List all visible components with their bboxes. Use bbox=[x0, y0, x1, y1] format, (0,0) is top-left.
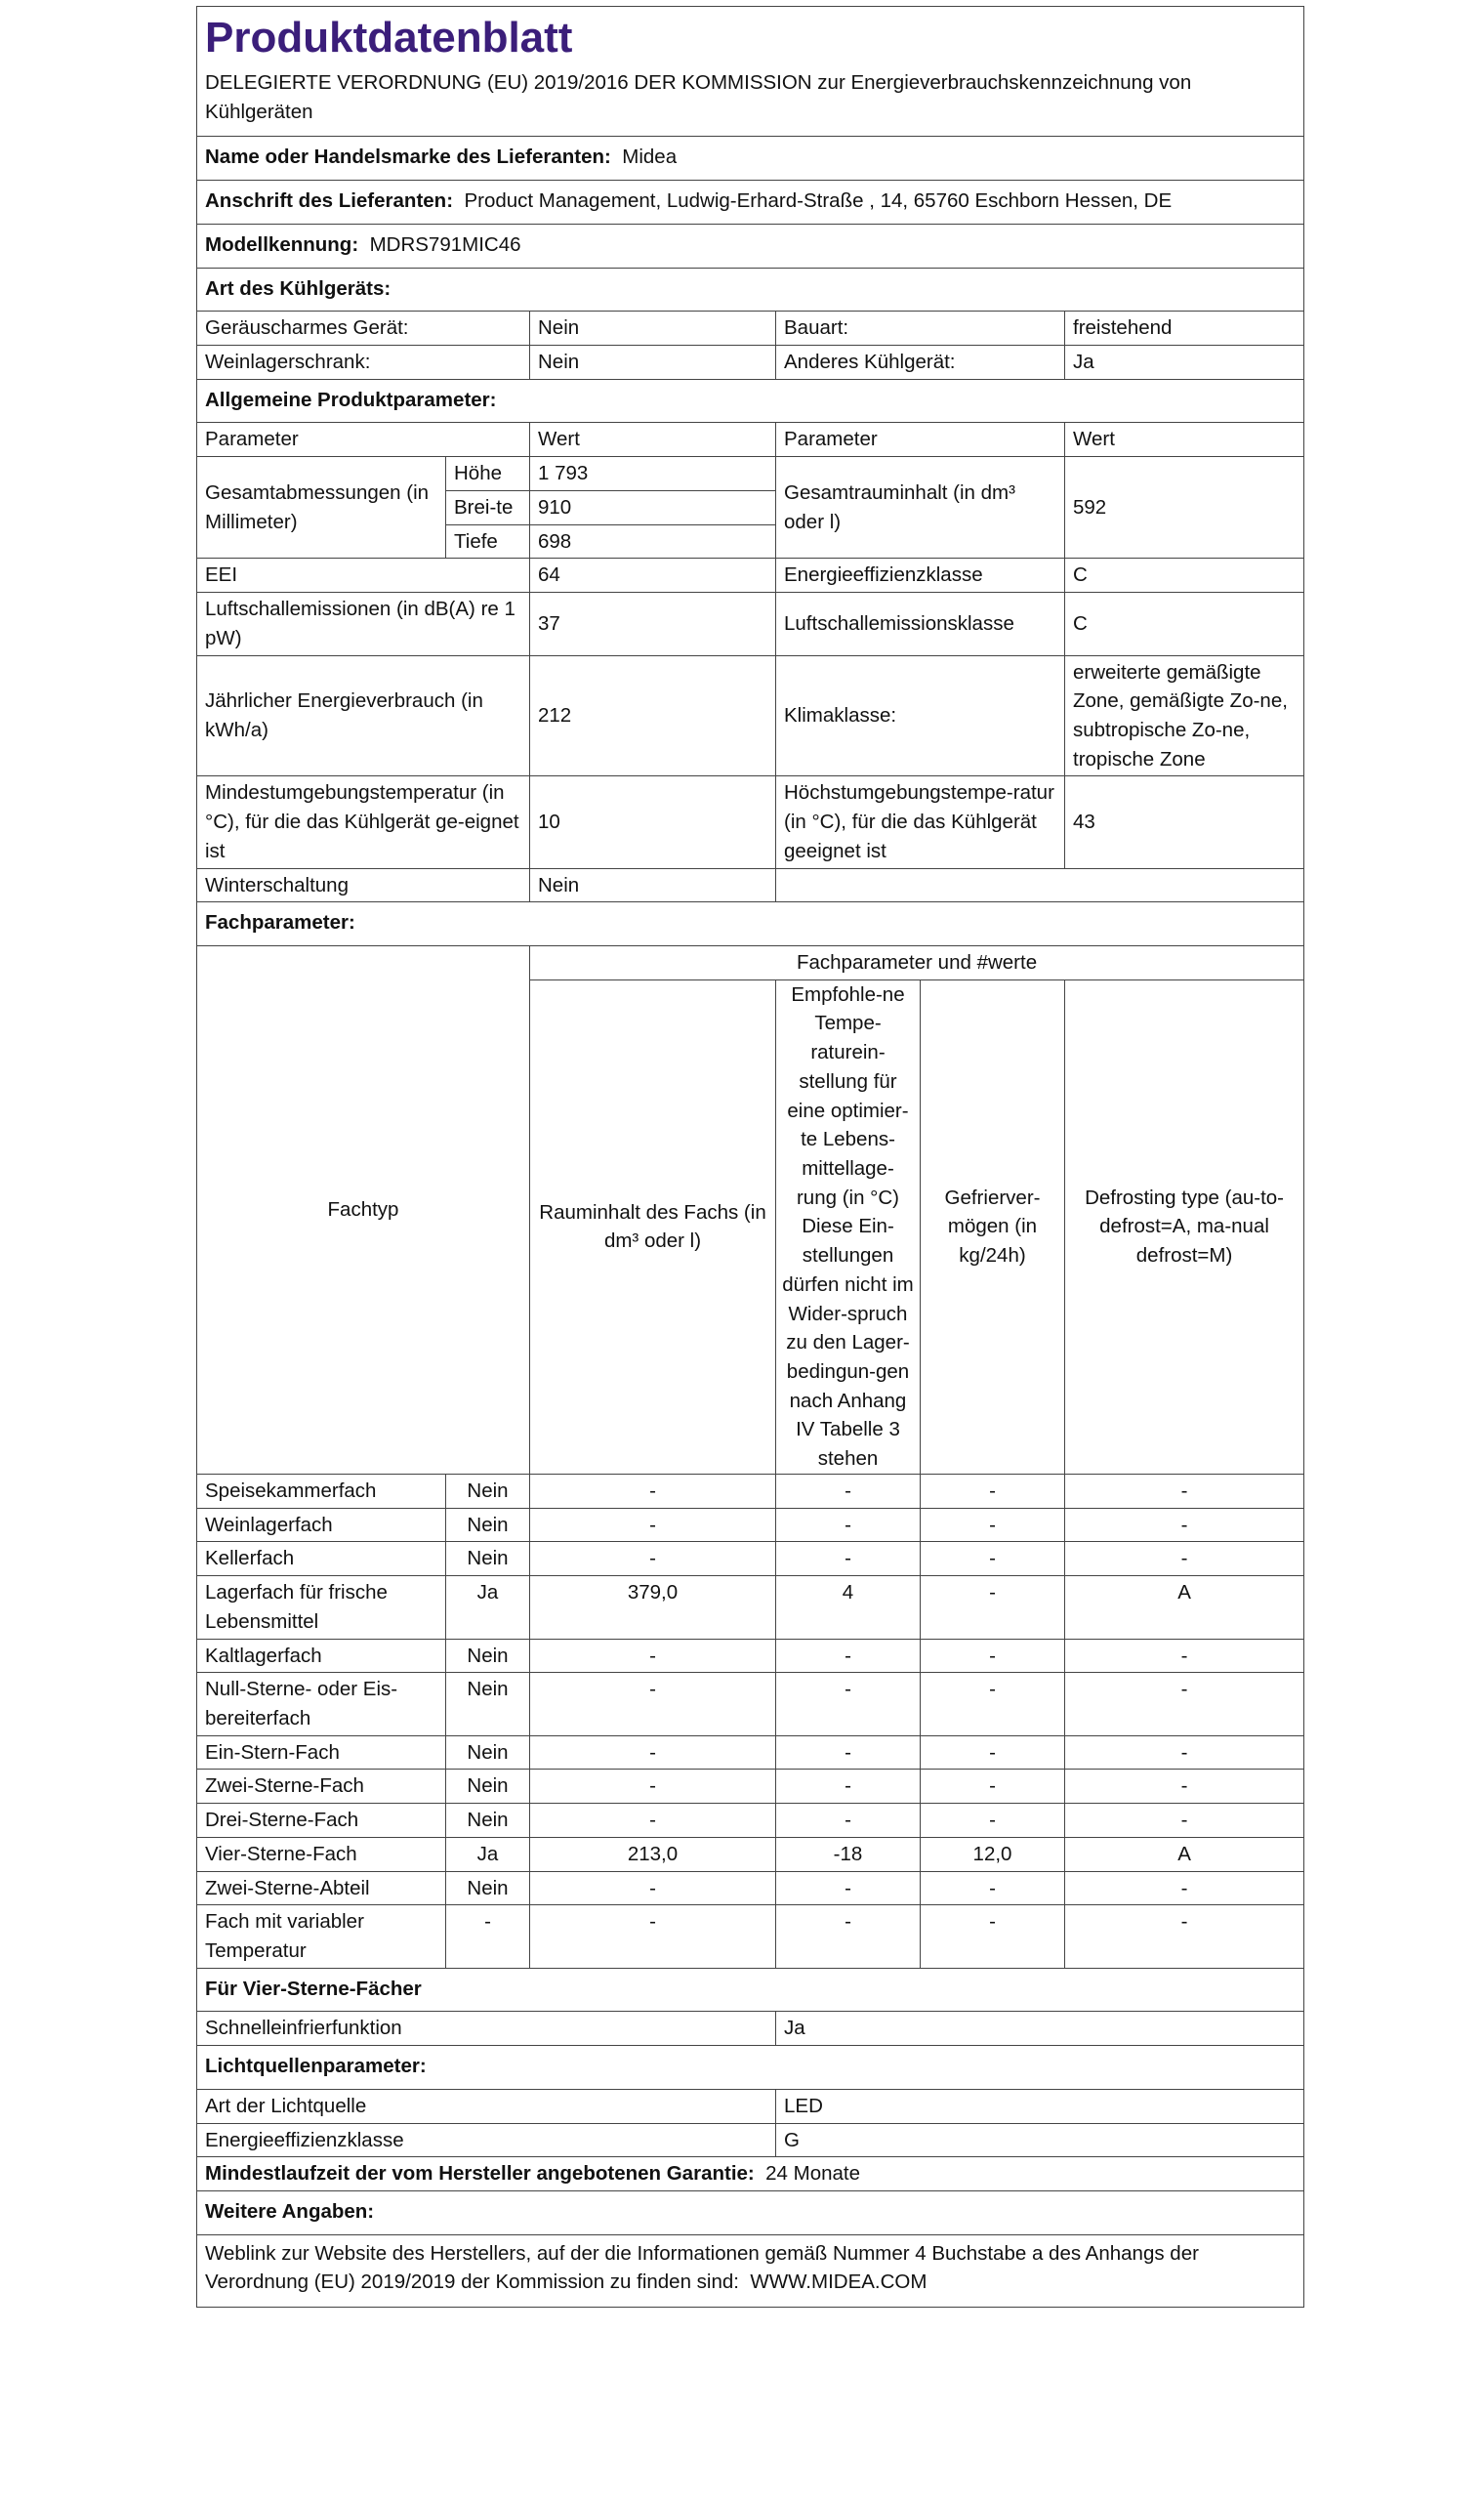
supplier-name-label: Name oder Handelsmarke des Lieferanten: bbox=[205, 146, 611, 169]
appliance-type-row-2 bbox=[197, 346, 1304, 380]
compartment-name: Weinlagerfach bbox=[197, 1508, 446, 1542]
compartment-volume: - bbox=[530, 1804, 776, 1838]
dims-label: Gesamtabmessungen (in Millimeter) bbox=[197, 457, 446, 559]
compartment-defrost: - bbox=[1065, 1804, 1304, 1838]
compartment-present: - bbox=[446, 1905, 530, 1968]
compartment-volume: - bbox=[530, 1871, 776, 1905]
supplier-address-value: Product Management, Ludwig-Erhard-Straße , 14, 65760 Eschborn Hessen, DE bbox=[464, 189, 1173, 213]
general-columns-row bbox=[197, 423, 1304, 457]
col-temp-header: Empfohle-ne Tempe-raturein-stellung für eine optimier-te Lebens-mittellage-rung (in °C) Diese Ein-stellungen dürfen nicht im Wider-spruch zu den Lager-bedingun-gen nach Anhang IV Tabelle 3 stehen bbox=[776, 979, 921, 1474]
noise-row bbox=[197, 593, 1304, 655]
compartment-name: Drei-Sterne-Fach bbox=[197, 1804, 446, 1838]
compartment-defrost: A bbox=[1065, 1576, 1304, 1639]
title-row bbox=[197, 7, 1304, 65]
compartment-row bbox=[197, 1804, 1304, 1838]
other-label: Anderes Kühlgerät: bbox=[776, 346, 1065, 380]
energy-row bbox=[197, 655, 1304, 776]
light-type-row bbox=[197, 2089, 1304, 2123]
width-label: Brei-te bbox=[446, 490, 530, 524]
eclass-label: Energieeffizienzklasse bbox=[776, 559, 1065, 593]
compartment-temp: -18 bbox=[776, 1837, 921, 1871]
further-heading-row bbox=[197, 2191, 1304, 2235]
noise-label: Luftschallemissionen (in dB(A) re 1 pW) bbox=[197, 593, 530, 655]
compartment-defrost: - bbox=[1065, 1770, 1304, 1804]
compartment-name: Kaltlagerfach bbox=[197, 1639, 446, 1673]
compartment-freeze: - bbox=[921, 1770, 1065, 1804]
width-value: 910 bbox=[530, 490, 776, 524]
compartment-temp: - bbox=[776, 1673, 921, 1735]
appliance-type-heading-row bbox=[197, 268, 1304, 312]
light-heading: Lichtquellenparameter: bbox=[197, 2046, 1304, 2090]
compartment-volume: - bbox=[530, 1673, 776, 1735]
compartment-row bbox=[197, 1770, 1304, 1804]
compartment-temp: - bbox=[776, 1474, 921, 1508]
fast-freeze-label: Schnelleinfrierfunktion bbox=[197, 2012, 776, 2046]
light-heading-row bbox=[197, 2046, 1304, 2090]
compartment-temp: - bbox=[776, 1735, 921, 1770]
compartments-heading: Fachparameter: bbox=[197, 902, 1304, 946]
light-type-value: LED bbox=[776, 2089, 1304, 2123]
low-noise-label: Geräuscharmes Gerät: bbox=[197, 312, 530, 346]
compartment-row bbox=[197, 1673, 1304, 1735]
compartment-name: Zwei-Sterne-Abteil bbox=[197, 1871, 446, 1905]
compartment-name: Lagerfach für frische Lebensmittel bbox=[197, 1576, 446, 1639]
further-text: Weblink zur Website des Herstellers, auf der die Informationen gemäß Nummer 4 Buchstabe a des Anhangs der Verordnung (EU) 2019/2019 der Kommission zu finden sind: bbox=[205, 2241, 1199, 2294]
compartment-present: Ja bbox=[446, 1576, 530, 1639]
model-row bbox=[197, 224, 1304, 268]
compartment-temp: - bbox=[776, 1905, 921, 1968]
supplier-address-label: Anschrift des Lieferanten: bbox=[205, 189, 454, 213]
energy-label: Jährlicher Energieverbrauch (in kWh/a) bbox=[197, 655, 530, 776]
compartment-row bbox=[197, 1576, 1304, 1639]
compartment-present: Nein bbox=[446, 1871, 530, 1905]
four-star-heading: Für Vier-Sterne-Fächer bbox=[197, 1968, 1304, 2012]
warranty-value: 24 Monate bbox=[765, 2162, 861, 2186]
compartment-name: Vier-Sterne-Fach bbox=[197, 1837, 446, 1871]
compartment-row bbox=[197, 1508, 1304, 1542]
min-temp-value: 10 bbox=[530, 776, 776, 868]
compartment-freeze: - bbox=[921, 1804, 1065, 1838]
appliance-type-heading: Art des Kühlgeräts: bbox=[197, 268, 1304, 312]
compartment-rows bbox=[197, 1474, 1304, 1968]
compartment-freeze: - bbox=[921, 1576, 1065, 1639]
compartment-temp: - bbox=[776, 1508, 921, 1542]
compartment-volume: 379,0 bbox=[530, 1576, 776, 1639]
compartment-defrost: - bbox=[1065, 1905, 1304, 1968]
compartment-row bbox=[197, 1871, 1304, 1905]
eclass-value: C bbox=[1065, 559, 1304, 593]
group-header: Fachparameter und #werte bbox=[530, 945, 1304, 979]
compartment-freeze: - bbox=[921, 1871, 1065, 1905]
compartment-present: Nein bbox=[446, 1673, 530, 1735]
compartment-freeze: - bbox=[921, 1474, 1065, 1508]
compartment-present: Nein bbox=[446, 1508, 530, 1542]
compartment-row bbox=[197, 1735, 1304, 1770]
light-class-label: Energieeffizienzklasse bbox=[197, 2123, 776, 2157]
compartment-defrost: - bbox=[1065, 1474, 1304, 1508]
compartment-row bbox=[197, 1905, 1304, 1968]
further-text-row bbox=[197, 2234, 1304, 2307]
compartment-defrost: - bbox=[1065, 1871, 1304, 1905]
product-datasheet bbox=[196, 6, 1303, 2308]
compartment-volume: 213,0 bbox=[530, 1837, 776, 1871]
compartment-temp: - bbox=[776, 1639, 921, 1673]
compartment-temp: - bbox=[776, 1804, 921, 1838]
eei-label: EEI bbox=[197, 559, 530, 593]
compartment-present: Nein bbox=[446, 1770, 530, 1804]
design-label: Bauart: bbox=[776, 312, 1065, 346]
compartment-present: Nein bbox=[446, 1474, 530, 1508]
model-value: MDRS791MIC46 bbox=[369, 232, 521, 256]
compartment-name: Zwei-Sterne-Fach bbox=[197, 1770, 446, 1804]
compartment-freeze: - bbox=[921, 1905, 1065, 1968]
compartment-defrost: A bbox=[1065, 1837, 1304, 1871]
compartment-present: Nein bbox=[446, 1639, 530, 1673]
manufacturer-url: WWW.MIDEA.COM bbox=[750, 2271, 928, 2294]
page-title: Produktdatenblatt bbox=[205, 14, 573, 62]
general-heading: Allgemeine Produktparameter: bbox=[197, 379, 1304, 423]
further-heading: Weitere Angaben: bbox=[197, 2191, 1304, 2235]
wine-value: Nein bbox=[530, 346, 776, 380]
temp-row bbox=[197, 776, 1304, 868]
light-class-row bbox=[197, 2123, 1304, 2157]
compartment-temp: - bbox=[776, 1542, 921, 1576]
compartment-present: Nein bbox=[446, 1735, 530, 1770]
compartments-heading-row bbox=[197, 902, 1304, 946]
compartment-row bbox=[197, 1542, 1304, 1576]
compartment-temp: - bbox=[776, 1871, 921, 1905]
compartment-freeze: - bbox=[921, 1639, 1065, 1673]
warranty-label: Mindestlaufzeit der vom Hersteller angebotenen Garantie: bbox=[205, 2162, 755, 2186]
volume-value: 592 bbox=[1065, 457, 1304, 559]
regulation-row bbox=[197, 64, 1304, 137]
compartment-volume: - bbox=[530, 1735, 776, 1770]
col-value-right: Wert bbox=[1065, 423, 1304, 457]
col-param-right: Parameter bbox=[776, 423, 1065, 457]
compartment-freeze: - bbox=[921, 1542, 1065, 1576]
compartment-volume: - bbox=[530, 1508, 776, 1542]
depth-value: 698 bbox=[530, 524, 776, 559]
noise-class-value: C bbox=[1065, 593, 1304, 655]
four-star-heading-row bbox=[197, 1968, 1304, 2012]
max-temp-label: Höchstumgebungstempe-ratur (in °C), für die das Kühlgerät geeignet ist bbox=[776, 776, 1065, 868]
compartment-row bbox=[197, 1639, 1304, 1673]
compartment-row bbox=[197, 1837, 1304, 1871]
compartment-name: Fach mit variabler Temperatur bbox=[197, 1905, 446, 1968]
compartment-volume: - bbox=[530, 1639, 776, 1673]
compartment-name: Kellerfach bbox=[197, 1542, 446, 1576]
compartment-name: Speisekammerfach bbox=[197, 1474, 446, 1508]
supplier-name-value: Midea bbox=[622, 146, 678, 169]
compartment-defrost: - bbox=[1065, 1508, 1304, 1542]
depth-label: Tiefe bbox=[446, 524, 530, 559]
col-defrost-header: Defrosting type (au-to-defrost=A, ma-nual defrost=M) bbox=[1065, 979, 1304, 1474]
general-heading-row bbox=[197, 379, 1304, 423]
supplier-name-row bbox=[197, 137, 1304, 181]
compartment-defrost: - bbox=[1065, 1673, 1304, 1735]
compartment-temp: 4 bbox=[776, 1576, 921, 1639]
compartment-present: Ja bbox=[446, 1837, 530, 1871]
compartment-name: Null-Sterne- oder Eis-bereiterfach bbox=[197, 1673, 446, 1735]
winter-row bbox=[197, 868, 1304, 902]
dims-row-height bbox=[197, 457, 1304, 491]
appliance-type-row-1 bbox=[197, 312, 1304, 346]
winter-label: Winterschaltung bbox=[197, 868, 530, 902]
height-value: 1 793 bbox=[530, 457, 776, 491]
eei-row bbox=[197, 559, 1304, 593]
compartment-freeze: - bbox=[921, 1735, 1065, 1770]
col-value-left: Wert bbox=[530, 423, 776, 457]
low-noise-value: Nein bbox=[530, 312, 776, 346]
compartment-volume: - bbox=[530, 1905, 776, 1968]
col-volume-header: Rauminhalt des Fachs (in dm³ oder l) bbox=[530, 979, 776, 1474]
col-freeze-header: Gefrierver-mögen (in kg/24h) bbox=[921, 979, 1065, 1474]
climate-value: erweiterte gemäßigte Zone, gemäßigte Zo-ne, subtropische Zo-ne, tropische Zone bbox=[1065, 655, 1304, 776]
compartment-defrost: - bbox=[1065, 1735, 1304, 1770]
noise-class-label: Luftschallemissionsklasse bbox=[776, 593, 1065, 655]
compartment-freeze: - bbox=[921, 1508, 1065, 1542]
noise-value: 37 bbox=[530, 593, 776, 655]
compartment-present: Nein bbox=[446, 1542, 530, 1576]
compartment-present: Nein bbox=[446, 1804, 530, 1838]
compartment-name: Ein-Stern-Fach bbox=[197, 1735, 446, 1770]
compartment-volume: - bbox=[530, 1770, 776, 1804]
light-type-label: Art der Lichtquelle bbox=[197, 2089, 776, 2123]
compartment-freeze: 12,0 bbox=[921, 1837, 1065, 1871]
compartment-row bbox=[197, 1474, 1304, 1508]
col-type-header: Fachtyp bbox=[197, 945, 530, 1474]
fast-freeze-row bbox=[197, 2012, 1304, 2046]
compartment-defrost: - bbox=[1065, 1542, 1304, 1576]
light-class-value: G bbox=[776, 2123, 1304, 2157]
compartment-defrost: - bbox=[1065, 1639, 1304, 1673]
energy-value: 212 bbox=[530, 655, 776, 776]
compartment-volume: - bbox=[530, 1542, 776, 1576]
compartment-volume: - bbox=[530, 1474, 776, 1508]
supplier-address-row bbox=[197, 181, 1304, 225]
winter-value: Nein bbox=[530, 868, 776, 902]
regulation-text: DELEGIERTE VERORDNUNG (EU) 2019/2016 DER KOMMISSION zur Energieverbrauchskennzeichnung von Kühlgeräten bbox=[197, 64, 1304, 137]
compartment-temp: - bbox=[776, 1770, 921, 1804]
wine-label: Weinlagerschrank: bbox=[197, 346, 530, 380]
design-value: freistehend bbox=[1065, 312, 1304, 346]
height-label: Höhe bbox=[446, 457, 530, 491]
max-temp-value: 43 bbox=[1065, 776, 1304, 868]
fast-freeze-value: Ja bbox=[776, 2012, 1304, 2046]
eei-value: 64 bbox=[530, 559, 776, 593]
col-param-left: Parameter bbox=[197, 423, 530, 457]
warranty-row bbox=[197, 2157, 1304, 2191]
other-value: Ja bbox=[1065, 346, 1304, 380]
compartments-group-row bbox=[197, 945, 1304, 979]
min-temp-label: Mindestumgebungstemperatur (in °C), für die das Kühlgerät ge-eignet ist bbox=[197, 776, 530, 868]
climate-label: Klimaklasse: bbox=[776, 655, 1065, 776]
model-label: Modellkennung: bbox=[205, 232, 359, 256]
volume-label: Gesamtrauminhalt (in dm³ oder l) bbox=[776, 457, 1065, 559]
compartment-freeze: - bbox=[921, 1673, 1065, 1735]
datasheet-table bbox=[196, 6, 1304, 2308]
